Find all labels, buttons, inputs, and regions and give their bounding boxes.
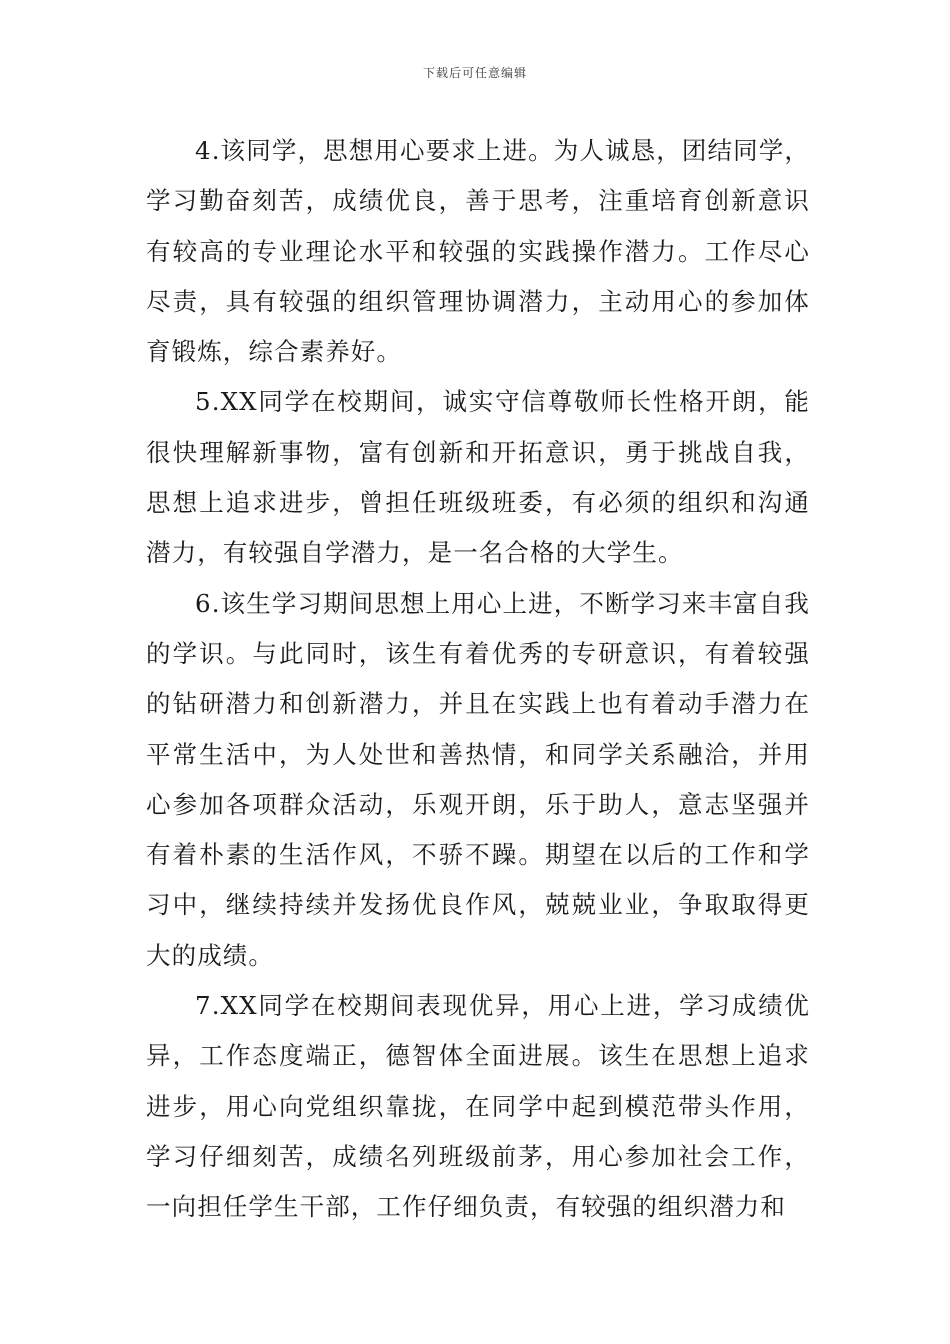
page-header: 下载后可任意编辑: [422, 66, 527, 80]
document-body: [146, 126, 810, 1233]
paragraph-7: 7.XX同学在校期间表现优异，用心上进，学习成绩优异，工作态度端正，德智体全面进展。该生在思想上追求进步，用心向党组织靠拢，在同学中起到模范带头作用，学习仔细刻苦，成绩名列班级前茅，用心参加社会工作，一向担任学生干部，工作仔细负责，有较强的组织潜力和: [146, 991, 810, 1222]
paragraph-6: 6.该生学习期间思想上用心上进，不断学习来丰富自我的学识。与此同时，该生有着优秀的专研意识，有着较强的钻研潜力和创新潜力，并且在实践上也有着动手潜力在平常生活中，为人处世和善热情，和同学关系融洽，并用心参加各项群众活动，乐观开朗，乐于助人，意志坚强并有着朴素的生活作风，不骄不躁。期望在以后的工作和学习中，继续持续并发扬优良作风，兢兢业业，争取取得更大的成绩。: [146, 588, 810, 970]
paragraph-4: 4.该同学，思想用心要求上进。为人诚恳，团结同学，学习勤奋刻苦，成绩优良，善于思考，注重培育创新意识有较高的专业理论水平和较强的实践操作潜力。工作尽心尽责，具有较强的组织管理协调潜力，主动用心的参加体育锻炼，综合素养好。: [146, 136, 810, 367]
paragraph-5: 5.XX同学在校期间，诚实守信尊敬师长性格开朗，能很快理解新事物，富有创新和开拓意识，勇于挑战自我，思想上追求进步，曾担任班级班委，有必须的组织和沟通潜力，有较强自学潜力，是一名合格的大学生。: [146, 387, 810, 568]
